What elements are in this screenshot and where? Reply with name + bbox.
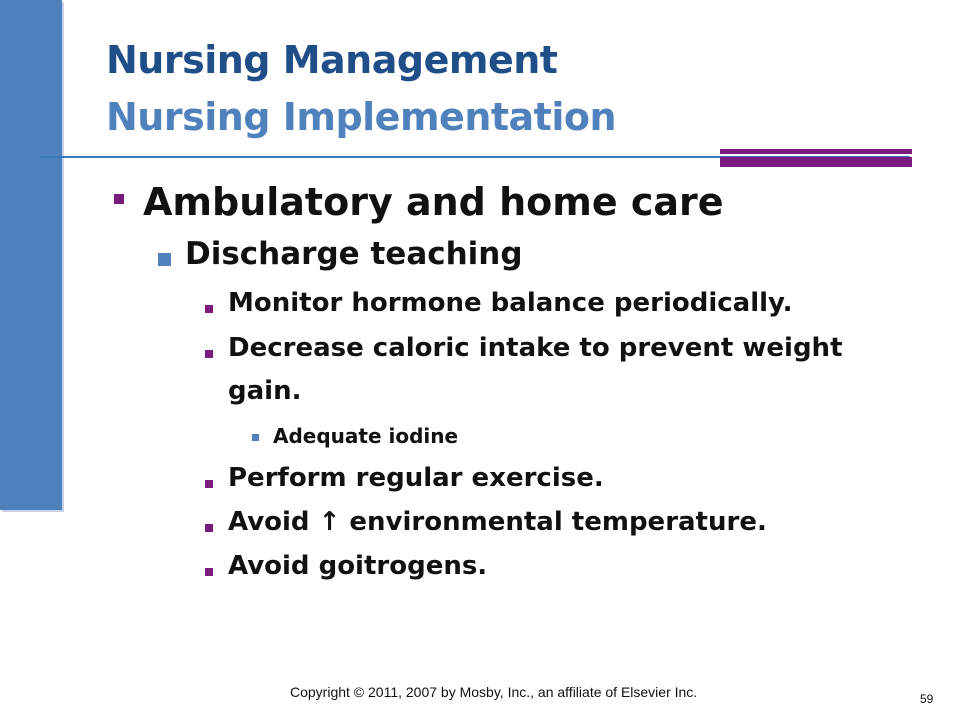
bullet-decrease-caloric-cont: gain.	[228, 376, 302, 406]
bullet-decrease-caloric: Decrease caloric intake to prevent weight	[228, 333, 843, 363]
title-divider-accent	[720, 149, 912, 167]
bullet-ambulatory-home-care: Ambulatory and home care	[143, 180, 724, 224]
bullet-avoid-goitrogens: Avoid goitrogens.	[228, 551, 488, 581]
bullet-monitor-hormone: Monitor hormone balance periodically.	[228, 288, 793, 318]
page-number: 59	[920, 692, 934, 706]
bullet-regular-exercise: Perform regular exercise.	[228, 463, 604, 493]
slide-subtitle: Nursing Implementation	[106, 95, 617, 139]
bullet-level3-icon	[205, 480, 213, 488]
bullet-level3-icon	[205, 350, 213, 358]
bullet-adequate-iodine: Adequate iodine	[273, 424, 459, 448]
bullet-level3-icon	[205, 524, 213, 532]
bullet-level4-icon	[252, 434, 259, 441]
bullet-level3-icon	[205, 305, 213, 313]
bullet-level3-icon	[205, 568, 213, 576]
left-decorative-bar	[0, 0, 62, 510]
slide-title: Nursing Management	[106, 38, 558, 82]
bullet-level1-icon	[114, 194, 124, 204]
bullet-level2-icon	[158, 253, 171, 266]
bullet-discharge-teaching: Discharge teaching	[185, 236, 523, 272]
bullet-avoid-temperature: Avoid ↑ environmental temperature.	[228, 507, 767, 537]
copyright-footer: Copyright © 2011, 2007 by Mosby, Inc., an affiliate of Elsevier Inc.	[290, 684, 698, 700]
